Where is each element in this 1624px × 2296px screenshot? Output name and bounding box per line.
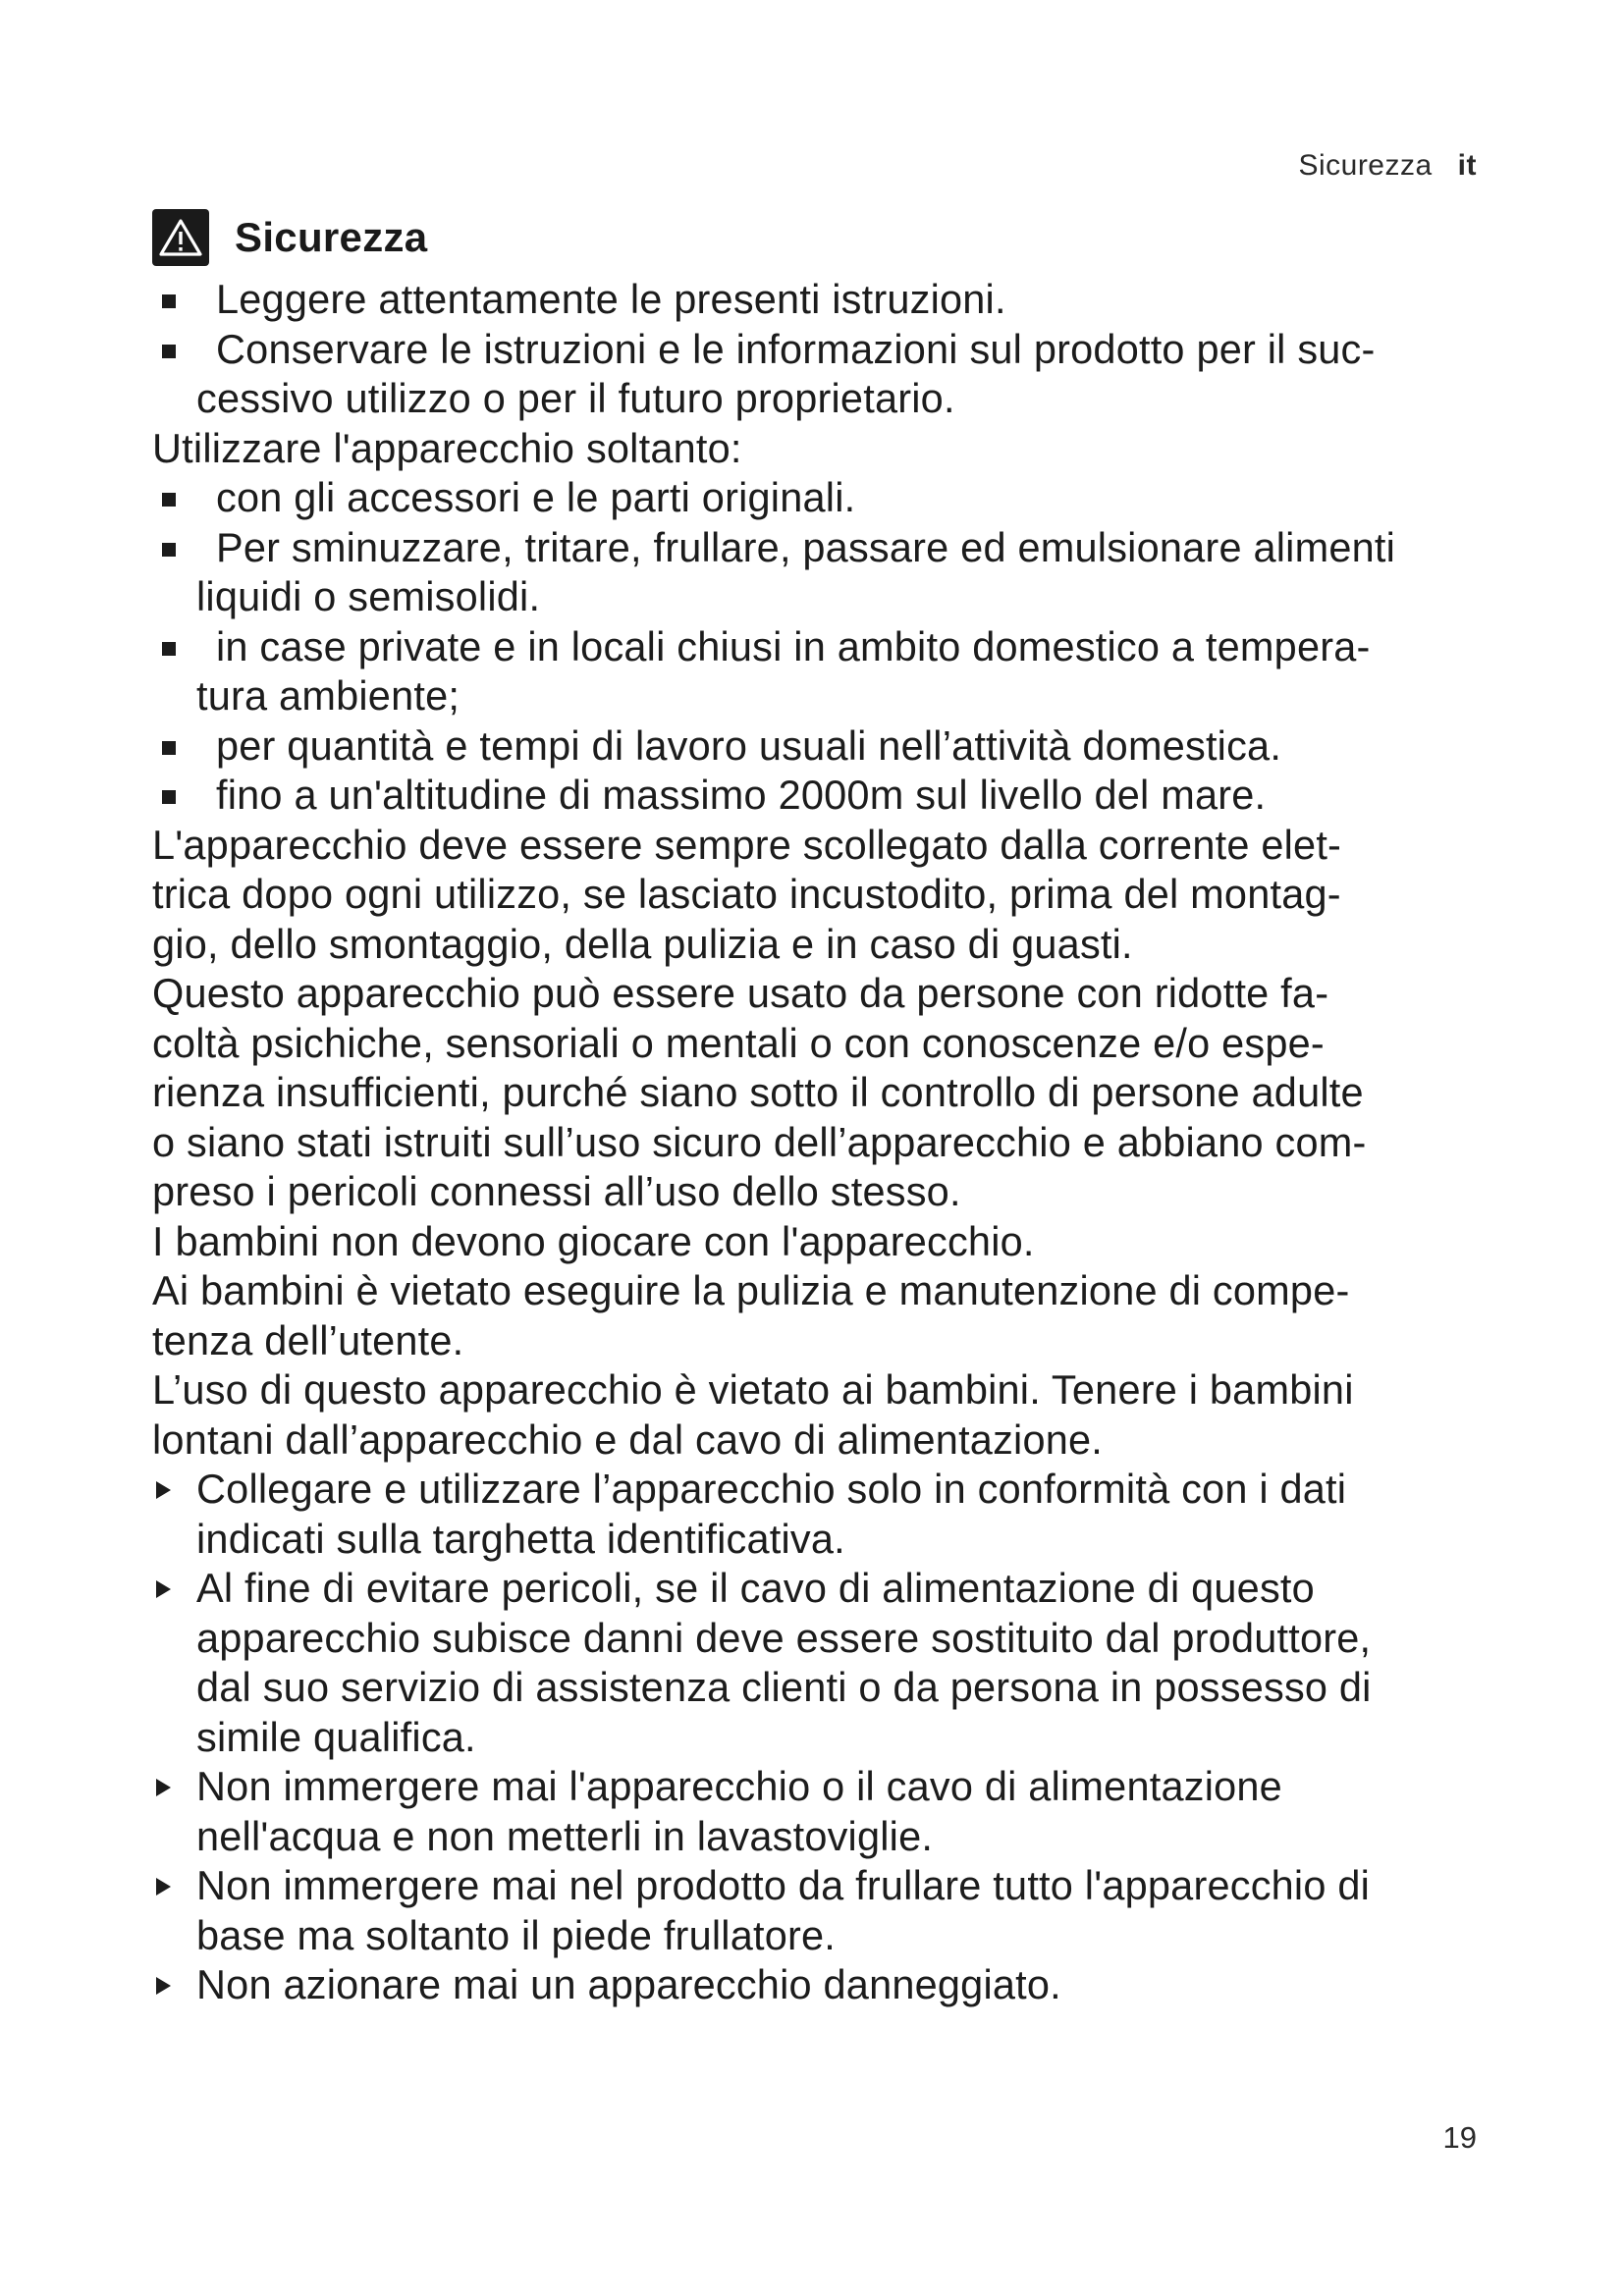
arrow-bullet-icon [156, 1779, 171, 1796]
list-item: Non immergere mai nel prodotto da frullare tutto l'apparecchio di base ma soltanto il piede frullatore. [152, 1861, 1488, 1960]
square-bullet-icon [162, 493, 176, 507]
list-item: Per sminuzzare, tritare, frullare, passare ed emulsionare alimenti liquidi o semisolidi. [152, 523, 1488, 622]
paragraph: Questo apparecchio può essere usato da persone con ridotte fa- coltà psichiche, sensoriali o mentali o con conoscenze e/o espe- rienza insufficienti, purché siano sotto il controllo di persone adulte o siano stati istruiti sull’uso sicuro dell’apparecchio e abbiano com- preso i pericoli connessi all’uso dello stesso. [152, 970, 1367, 1214]
section-heading [152, 209, 427, 266]
square-bullet-icon [162, 345, 176, 358]
paragraph: Utilizzare l'apparecchio soltanto: [152, 424, 742, 471]
warning-triangle-icon [152, 209, 209, 266]
square-bullet-icon [162, 294, 176, 308]
list-item: fino a un'altitudine di massimo 2000m sul livello del mare. [152, 771, 1488, 821]
list-item: in case private e in locali chiusi in ambito domestico a tempera- tura ambiente; [152, 622, 1488, 721]
list-item: Leggere attentamente le presenti istruzioni. [152, 275, 1488, 325]
page-title: Sicurezza [235, 214, 428, 260]
arrow-bullet-icon [156, 1878, 171, 1896]
square-bullet-icon [162, 543, 176, 557]
header-language: it [1457, 149, 1477, 182]
list-item: Al fine di evitare pericoli, se il cavo di alimentazione di questo apparecchio subisce danni deve essere sostituito dal produttore, dal suo servizio di assistenza clienti o da persona in possesso di simile qualifica. [152, 1564, 1488, 1762]
list-item: Collegare e utilizzare l’apparecchio solo in conformità con i dati indicati sulla targhetta identificativa. [152, 1465, 1488, 1564]
list-item: Non immergere mai l'apparecchio o il cavo di alimentazione nell'acqua e non metterli in lavastoviglie. [152, 1762, 1488, 1861]
square-bullet-icon [162, 790, 176, 804]
arrow-bullet-icon [156, 1481, 171, 1499]
paragraph: L’uso di questo apparecchio è vietato ai bambini. Tenere i bambini lontani dall’apparecchio e dal cavo di alimentazione. [152, 1366, 1354, 1463]
list-item: Conservare le istruzioni e le informazioni sul prodotto per il suc- cessivo utilizzo o per il futuro proprietario. [152, 325, 1488, 424]
square-bullet-icon [162, 642, 176, 656]
paragraph: Ai bambini è vietato eseguire la pulizia e manutenzione di compe- tenza dell’utente. [152, 1267, 1350, 1363]
list-item: con gli accessori e le parti originali. [152, 473, 1488, 523]
running-header [1298, 149, 1477, 183]
header-section: Sicurezza [1298, 149, 1433, 182]
safety-content [152, 275, 1488, 2010]
list-item: per quantità e tempi di lavoro usuali nell’attività domestica. [152, 721, 1488, 772]
arrow-bullet-icon [156, 1977, 171, 1995]
paragraph: I bambini non devono giocare con l'apparecchio. [152, 1217, 1035, 1264]
square-bullet-icon [162, 741, 176, 755]
list-item: Non azionare mai un apparecchio danneggiato. [152, 1960, 1488, 2010]
arrow-bullet-icon [156, 1580, 171, 1598]
paragraph: L'apparecchio deve essere sempre scollegato dalla corrente elet- trica dopo ogni utilizzo, se lasciato incustodito, prima del montag- gio, dello smontaggio, della pulizia e in caso di guasti. [152, 821, 1342, 967]
page-number: 19 [1442, 2120, 1477, 2155]
